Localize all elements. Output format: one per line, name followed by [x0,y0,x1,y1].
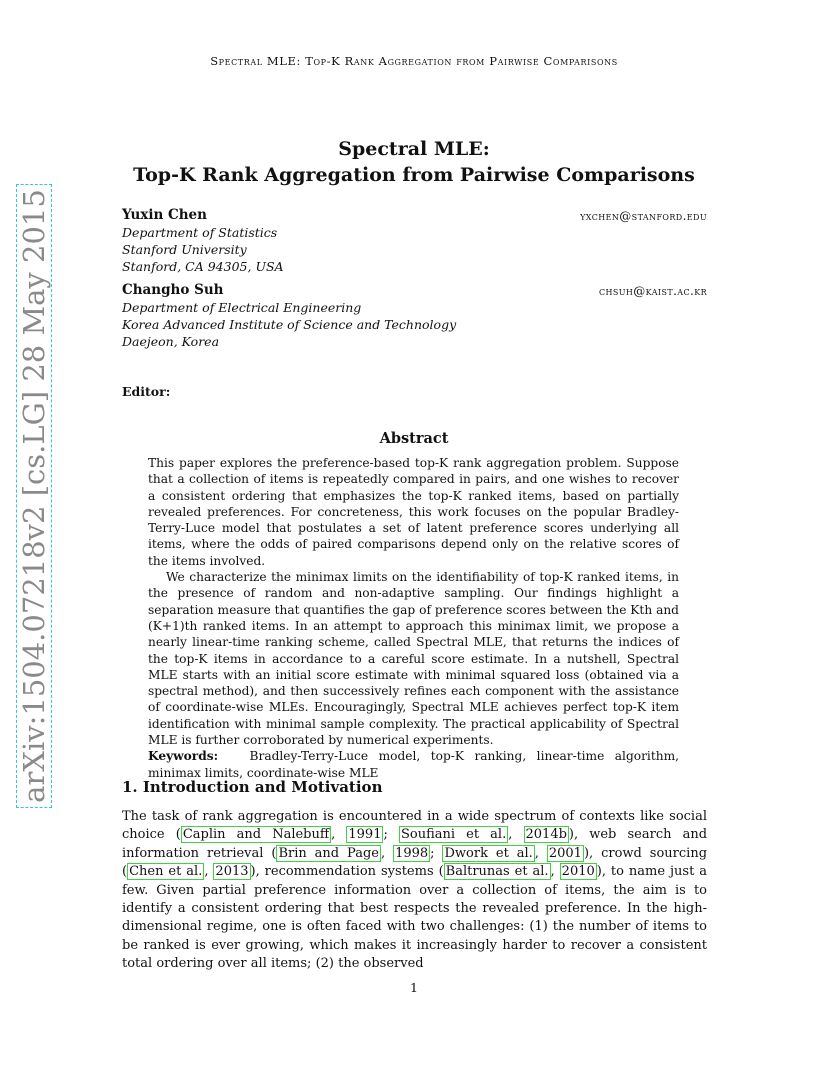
citation-link[interactable]: Brin and Page [278,845,379,861]
body-text: , [550,864,560,880]
abstract-body [148,455,679,781]
title-line-2: Top-K Rank Aggregation from Pairwise Comparisons [133,164,695,186]
keywords-label: Keywords: [148,749,219,764]
citation-link[interactable]: 1998 [395,845,429,861]
paper-title [0,136,828,188]
body-text: , [204,864,214,880]
body-text: The task of rank aggregation is encountered in a wide spectrum of contexts like social choice ( [122,809,707,843]
citation-link[interactable]: 2014b [525,827,567,843]
citation-link[interactable]: 2010 [561,864,595,880]
abstract-paragraph-1: This paper explores the preference-based top-K rank aggregation problem. Suppose that a collection of items is repeatedly compared in pairs, and one wishes to recover a consistent ordering that emphasizes the top-K ranked items, based on partially revealed preferences. For concreteness, this work focuses on the popular Bradley-Terry-Luce model that postulates a set of latent preference scores underlying all items, where the odds of paired comparisons depend only on the relative scores of the items involved. [148,456,679,568]
body-text: ), recommendation systems ( [250,864,444,880]
citation-link[interactable]: Baltrunas et al. [445,864,549,880]
editor-label: Editor: [122,384,171,399]
body-text: , [508,827,524,843]
author-department: Department of Electrical Engineering [122,300,362,315]
abstract-paragraph-2: We characterize the minimax limits on the identifiability of top-K ranked items, in the presence of random and non-adaptive sampling. Our findings highlight a separation measure that quantifies the gap of preference scores between the Kth and (K+1)th ranked items. In an attempt to approach this minimax limit, we propose a nearly linear-time ranking scheme, called Spectral MLE, that returns the indices of the top-K items in accordance to a careful score estimate. In a nutshell, Spectral MLE starts with an initial score estimate with minimal squared loss (obtained via a spectral method), and then successively refines each component with the assistance of coordinate-wise MLEs. Encouragingly, Spectral MLE achieves perfect top-K item identification with minimal sample complexity. The practical applicability of Spectral MLE is further corroborated by numerical experiments. [148,570,679,748]
author-institution: Stanford University [122,242,247,257]
author-name: Yuxin Chen [122,207,207,223]
citation-link[interactable]: 2001 [548,845,582,861]
title-line-1: Spectral MLE: [338,138,490,160]
section-body [122,808,707,974]
author-email[interactable]: chsuh@kaist.ac.kr [598,284,707,298]
body-text: ; [430,845,443,861]
author-department: Department of Statistics [122,225,278,240]
author-block-2 [122,282,707,350]
citation-link[interactable]: Dwork et al. [444,845,533,861]
body-text: ), to name just a few. Given partial preference information over a collection of items, the aim is to identify a consistent ordering that best respects the revealed preference. In the high-dimensional regime, one is often faced with two challenges: (1) the number of items to be ranked is ever growing, which makes it increasingly harder to recover a consistent total ordering over all items; (2) the observed [122,864,708,972]
body-text: , [534,845,547,861]
author-email[interactable]: yxchen@stanford.edu [580,209,707,223]
author-address: Stanford, CA 94305, USA [122,259,284,274]
body-text: , [331,827,347,843]
author-name: Changho Suh [122,282,224,298]
keywords [148,748,679,781]
citation-link[interactable]: Chen et al. [129,864,203,880]
body-text: ), web search and information retrieval ( [122,827,708,861]
citation-link[interactable]: 1991 [348,827,382,843]
abstract-heading: Abstract [379,430,449,447]
body-text: , [380,845,394,861]
citation-link[interactable]: Caplin and Nalebuff [182,827,330,843]
citation-link[interactable]: 2013 [215,864,249,880]
citation-link[interactable]: Soufiani et al. [400,827,507,843]
body-text: ), crowd sourcing ( [122,845,708,880]
author-institution: Korea Advanced Institute of Science and Technology [122,317,457,332]
arxiv-stamp[interactable] [14,146,54,846]
running-head: Spectral MLE: Top-K Rank Aggregation from Pairwise Comparisons [210,54,618,68]
author-block-1 [122,207,707,275]
arxiv-identifier[interactable]: arXiv:1504.07218v2 [cs.LG] 28 May 2015 [16,184,52,808]
page-number: 1 [410,980,418,995]
body-text: ; [383,827,399,843]
section-heading: 1. Introduction and Motivation [122,778,383,796]
keywords-list: Bradley-Terry-Luce model, top-K ranking, linear-time algorithm, minimax limits, coordinate-wise MLE [148,749,679,780]
author-address: Daejeon, Korea [122,334,220,349]
